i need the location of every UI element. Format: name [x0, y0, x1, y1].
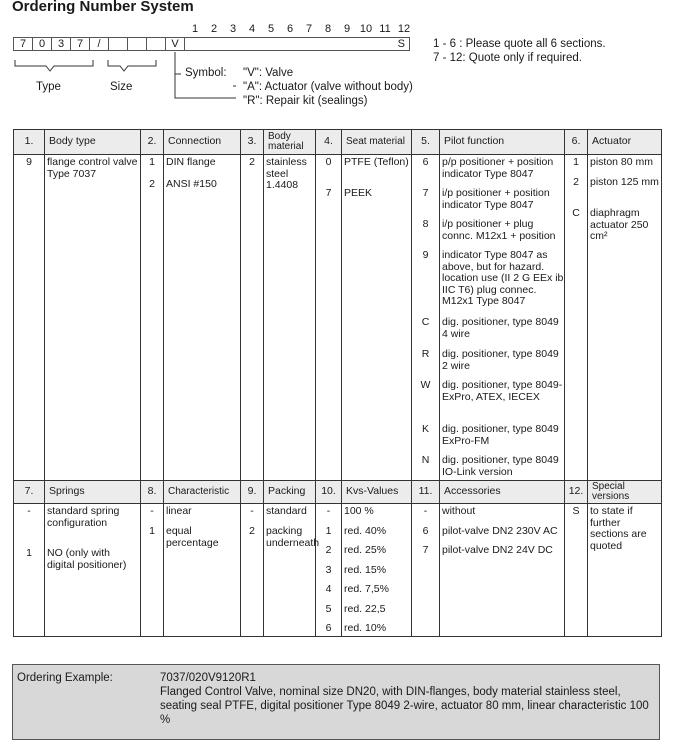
value: p/p positioner + position indicator Type 8047 [442, 156, 554, 180]
code-box-s: S [397, 38, 405, 50]
code: 2 [325, 544, 332, 556]
value: dig. positioner, type 8049 4 wire [442, 316, 559, 340]
code: 7 [422, 544, 429, 556]
position-number: 12 [397, 23, 411, 35]
code-box: / [89, 37, 109, 51]
code-box: 7 [13, 37, 33, 51]
code: W [420, 379, 431, 391]
code: 5 [325, 602, 332, 615]
value: pilot-valve DN2 24V DC [442, 544, 553, 556]
packing-values [264, 504, 320, 637]
code: 6 [422, 525, 429, 537]
type-label: Type [36, 81, 61, 93]
value: dig. positioner, type 8049-ExPro, ATEX, IECEX [442, 379, 563, 403]
header-seat-material: Seat material [342, 130, 412, 155]
code-box: V [165, 37, 185, 51]
code: 7 [422, 187, 429, 199]
code-box: 7 [70, 37, 90, 51]
code-box: 0 [32, 37, 52, 51]
accessories-values [440, 504, 565, 637]
header-num: 11. [412, 481, 440, 504]
position-number: 6 [286, 23, 294, 35]
value: pilot-valve DN2 230V AC [442, 525, 558, 537]
position-number: 3 [229, 23, 237, 35]
code: 9 [26, 156, 32, 168]
table-sections-7-12 [13, 480, 662, 637]
header-num: 1. [14, 130, 45, 155]
header-kvs-values: Kvs-Values [342, 481, 412, 504]
kvs-values [342, 504, 412, 637]
code: 4 [325, 583, 332, 595]
value: dig. positioner, type 8049 ExPro-FM [442, 423, 559, 447]
value: NO (only with digital positioner) [47, 547, 127, 571]
code: 3 [325, 563, 332, 576]
code: K [421, 423, 429, 435]
code: - [150, 505, 154, 517]
value: red. 15% [344, 563, 387, 576]
value: red. 10% [344, 622, 387, 634]
header-body-material: Body material [264, 130, 316, 155]
body-material-codes [241, 155, 264, 481]
header-num: 4. [316, 130, 342, 155]
symbol-label: Symbol: [185, 67, 227, 79]
code: 2 [573, 176, 579, 188]
value: flange control valve Type 7037 [47, 156, 138, 180]
value: to state if further sections are quoted [590, 505, 647, 552]
ordering-example-code: 7037/020V9120R1 [160, 672, 256, 684]
value: 100 % [344, 505, 374, 517]
position-number: 4 [248, 23, 256, 35]
code: - [423, 505, 428, 517]
value: DIN flange [166, 156, 216, 168]
header-num: 5. [412, 130, 440, 155]
actuator-codes [565, 155, 588, 481]
header-num: 3. [241, 130, 264, 155]
packing-codes [241, 504, 264, 637]
header-characteristic: Characteristic [164, 481, 241, 504]
pilot-function-codes [412, 155, 440, 481]
code: 2 [249, 525, 255, 537]
ordering-example-description: Flanged Control Valve, nominal size DN20, with DIN-flanges, body material stainless steel, seating seal PTFE, digital positioner Type 8049 2-wire, actuator 80 mm, linear characteristic 100 % [160, 686, 649, 726]
header-num: 7. [14, 481, 45, 504]
position-number: 11 [379, 23, 391, 35]
kvs-codes [316, 504, 342, 637]
position-number: 2 [210, 23, 218, 35]
value: equal percentage [166, 525, 219, 549]
symbol-actuator: "A": Actuator (valve without body) [243, 81, 413, 93]
springs-codes [14, 504, 45, 637]
characteristic-codes [141, 504, 164, 637]
value: red. 40% [344, 524, 387, 537]
header-body-type: Body type [45, 130, 141, 155]
header-num: 9. [241, 481, 264, 504]
body-material-values [264, 155, 316, 481]
code: R [421, 348, 430, 360]
code: 1 [149, 525, 155, 537]
header-actuator: Actuator [588, 130, 662, 155]
code: - [326, 505, 331, 517]
header-pilot-function: Pilot function [440, 130, 565, 155]
value: standard spring configuration [47, 505, 120, 529]
note-1-6: 1 - 6 : Please quote all 6 sections. [433, 38, 606, 50]
value: piston 80 mm [590, 156, 654, 168]
header-connection: Connection [164, 130, 241, 155]
value: ANSI #150 [166, 178, 217, 190]
value: stainless steel 1.4408 [266, 156, 307, 191]
header-packing: Packing [264, 481, 316, 504]
actuator-values [588, 155, 662, 481]
code: N [421, 454, 430, 466]
springs-values [45, 504, 141, 637]
position-number: 8 [324, 23, 332, 35]
value: red. 22,5 [344, 602, 386, 615]
note-7-12: 7 - 12: Quote only if required. [433, 52, 582, 64]
header-num: 8. [141, 481, 164, 504]
code: S [572, 505, 580, 517]
size-label: Size [110, 81, 133, 93]
seat-material-codes [316, 155, 342, 481]
header-num: 6. [565, 130, 588, 155]
ordering-example-box [12, 664, 660, 740]
position-number: 9 [343, 23, 351, 35]
symbol-repair-kit: "R": Repair kit (sealings) [243, 95, 368, 107]
value: indicator Type 8047 as above, but for hazard. location use (II 2 G EEx ib IIC T6) plug connec. M12x1 Type 8047 [442, 249, 564, 307]
code: 9 [422, 249, 429, 261]
value: i/p positioner + position indicator Type 8047 [442, 187, 550, 211]
code: 6 [422, 156, 429, 168]
code: - [27, 505, 31, 517]
code: 7 [325, 187, 332, 199]
special-values [588, 504, 662, 637]
code: - [250, 505, 254, 517]
position-number: 7 [305, 23, 313, 35]
body-type-values [45, 155, 141, 481]
seat-material-values [342, 155, 412, 481]
header-num: 2. [141, 130, 164, 155]
code: 0 [325, 156, 332, 168]
code: 2 [149, 178, 155, 190]
body-type-codes [14, 155, 45, 481]
value: red. 7,5% [344, 583, 389, 595]
value: red. 25% [344, 544, 387, 556]
position-number: 1 [191, 23, 199, 35]
connection-values [164, 155, 241, 481]
code: 1 [149, 156, 155, 168]
table-sections-1-6 [13, 129, 662, 481]
code: 6 [325, 622, 332, 634]
value: i/p positioner + plug connc. M12x1 + position [442, 218, 556, 242]
code: 1 [573, 156, 579, 168]
special-codes [565, 504, 588, 637]
value: PTFE (Teflon) [344, 156, 409, 168]
value: linear [166, 505, 192, 517]
code: 8 [422, 218, 429, 230]
value: PEEK [344, 187, 373, 199]
value: dig. positioner, type 8049 2 wire [442, 348, 559, 372]
value: dig. positioner, type 8049 IO-Link version [442, 454, 559, 478]
value: standard [266, 505, 307, 517]
header-num: 10. [316, 481, 342, 504]
header-springs: Springs [45, 481, 141, 504]
code: 2 [249, 156, 255, 168]
ordering-example-label: Ordering Example: [17, 672, 113, 684]
header-accessories: Accessories [440, 481, 565, 504]
value: diaphragm actuator 250 cm² [590, 207, 649, 242]
value: piston 125 mm [590, 176, 659, 188]
position-number: 5 [267, 23, 275, 35]
value: without [442, 505, 476, 517]
code: 1 [26, 547, 32, 559]
accessories-codes [412, 504, 440, 637]
position-number: 10 [359, 23, 373, 35]
header-special-versions: Special versions [588, 481, 662, 504]
pilot-function-values [440, 155, 565, 481]
code: 1 [325, 524, 332, 537]
symbol-valve: "V": Valve [243, 67, 294, 79]
connection-codes [141, 155, 164, 481]
code: C [421, 316, 430, 328]
header-num: 12. [565, 481, 588, 504]
code-box: 3 [51, 37, 71, 51]
page-title: Ordering Number System [12, 0, 194, 15]
value: packing underneath [266, 525, 320, 549]
code: C [572, 207, 580, 219]
characteristic-values [164, 504, 241, 637]
